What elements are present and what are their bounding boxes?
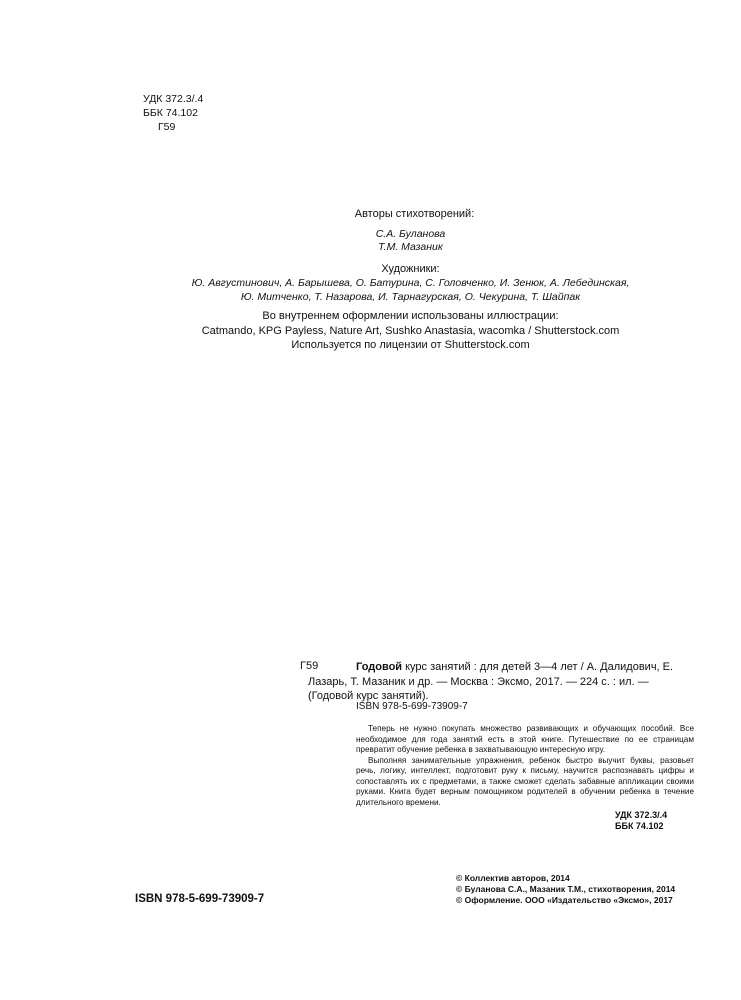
biblio-classification: [615, 810, 667, 832]
biblio-description: курс занятий : для детей 3—4 лет / А. Далидович, Е. Лазарь, Т. Мазаник и др. — Москва : Эксмо, 2017. — 224 с. : ил. — (Годовой курс занятий).: [308, 661, 674, 702]
copyright-line: © Буланова С.А., Мазаник Т.М., стихотворения, 2014: [456, 884, 676, 894]
annotation-paragraph: Выполняя занимательные упражнения, ребенок быстро выучит буквы, разовьет речь, логику, интеллект, подготовит руку к письму, научится распознавать цифры и сопоставлять их с предметами, а также сможет сделать забавные аппликации своими руками. Книга будет верным помощником родителей в обучении ребенка в течение длительного времени.: [356, 755, 694, 807]
biblio-text: [308, 660, 696, 704]
copyright-line: © Коллектив авторов, 2014: [456, 873, 570, 883]
illustrations-line: Catmando, KPG Payless, Nature Art, Sushko Anastasia, wacomka / Shutterstock.com: [201, 324, 620, 337]
bbk-code: ББК 74.102: [143, 107, 198, 119]
illustrations-line: Используется по лицензии от Shutterstock.com: [291, 339, 530, 351]
classification-block: [143, 92, 203, 134]
annotation-paragraph: Теперь не нужно покупать множество развивающих и обучающих пособий. Все необходимое для года занятий есть в этой книге. Путешествие по ее страницам превратит обучение ребенка в захватывающую интересную игру.: [356, 724, 694, 754]
bbk-code: ББК 74.102: [615, 821, 664, 831]
authors-names: [0, 228, 741, 254]
author-mark: Г59: [158, 121, 176, 133]
biblio-mark: Г59: [300, 660, 319, 672]
book-title: Годовой: [356, 661, 403, 673]
artists-line: Ю. Августинович, А. Барышева, О. Батурина, С. Головченко, И. Зенюк, А. Лебединская,: [191, 277, 630, 289]
udk-code: УДК 372.3/.4: [143, 93, 204, 105]
udk-code: УДК 372.3/.4: [615, 810, 668, 820]
illustrations-credits: [0, 309, 741, 353]
author-name: Т.М. Мазаник: [378, 241, 443, 253]
artists-list: [0, 276, 741, 304]
copyright-line: © Оформление. ООО «Издательство «Эксмо», 2017: [456, 895, 673, 905]
annotation: [356, 724, 694, 808]
artists-label: Художники:: [381, 263, 440, 275]
artists-line: Ю. Митченко, Т. Назарова, И. Тарнагурская, О. Чекурина, Т. Шайпак: [240, 291, 581, 303]
footer-isbn: ISBN 978-5-699-73909-7: [135, 893, 265, 905]
author-name: С.А. Буланова: [375, 228, 446, 240]
biblio-isbn: ISBN 978-5-699-73909-7: [356, 701, 468, 712]
illustrations-line: Во внутреннем оформлении использованы иллюстрации:: [262, 310, 559, 322]
copyright-block: [456, 873, 675, 906]
biblio-record: [308, 660, 696, 704]
authors-label: Авторы стихотворений:: [354, 208, 475, 220]
